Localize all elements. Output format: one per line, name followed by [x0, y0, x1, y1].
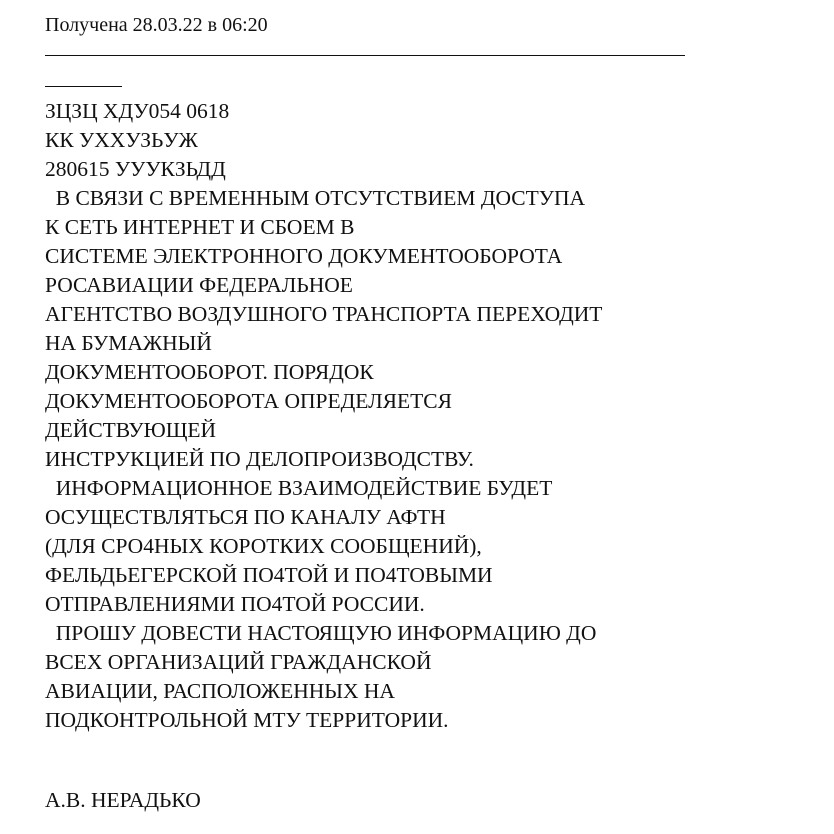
- message-line: ФЕЛЬДЬЕГЕРСКОЙ ПО4ТОЙ И ПО4ТОВЫМИ: [45, 563, 493, 587]
- message-line: (ДЛЯ СРО4НЫХ КОРОТКИХ СООБЩЕНИЙ),: [45, 534, 482, 558]
- message-line: ОСУЩЕСТВЛЯТЬСЯ ПО КАНАЛУ АФТН: [45, 505, 446, 529]
- message-line: В СВЯЗИ С ВРЕМЕННЫМ ОТСУТСТВИЕМ ДОСТУПА: [45, 186, 586, 210]
- message-line: К СЕТЬ ИНТЕРНЕТ И СБОЕМ В: [45, 215, 355, 239]
- message-line: ПРОШУ ДОВЕСТИ НАСТОЯЩУЮ ИНФОРМАЦИЮ ДО: [45, 621, 597, 645]
- message-line: АВИАЦИИ, РАСПОЛОЖЕННЫХ НА: [45, 679, 395, 703]
- message-line: СИСТЕМЕ ЭЛЕКТРОННОГО ДОКУМЕНТООБОРОТА: [45, 244, 563, 268]
- message-line: НА БУМАЖНЫЙ: [45, 331, 212, 355]
- message-line: АГЕНТСТВО ВОЗДУШНОГО ТРАНСПОРТА ПЕРЕХОДИТ: [45, 302, 603, 326]
- message-line: ДЕЙСТВУЮЩЕЙ: [45, 418, 217, 442]
- message-line: РОСАВИАЦИИ ФЕДЕРАЛЬНОЕ: [45, 273, 353, 297]
- signature: А.В. НЕРАДЬКО: [45, 788, 201, 812]
- message-line: ДОКУМЕНТООБОРОТ. ПОРЯДОК: [45, 360, 374, 384]
- message-line: ВСЕХ ОРГАНИЗАЦИЙ ГРАЖДАНСКОЙ: [45, 650, 432, 674]
- separator-line-short: [45, 86, 122, 87]
- message-line: ИНСТРУКЦИЕЙ ПО ДЕЛОПРОИЗВОДСТВУ.: [45, 447, 474, 471]
- received-timestamp: Получена 28.03.22 в 06:20: [45, 14, 268, 36]
- message-line: ЗЦЗЦ ХДУ054 0618: [45, 99, 230, 123]
- message-body: [45, 97, 602, 735]
- message-line: КК УХХУЗЬУЖ: [45, 128, 198, 152]
- separator-line-long: [45, 55, 685, 56]
- message-line: ИНФОРМАЦИОННОЕ ВЗАИМОДЕЙСТВИЕ БУДЕТ: [45, 476, 553, 500]
- message-line: 280615 УУУКЗЬДД: [45, 157, 226, 181]
- message-line: ДОКУМЕНТООБОРОТА ОПРЕДЕЛЯЕТСЯ: [45, 389, 452, 413]
- message-line: ОТПРАВЛЕНИЯМИ ПО4ТОЙ РОССИИ.: [45, 592, 425, 616]
- message-line: ПОДКОНТРОЛЬНОЙ МТУ ТЕРРИТОРИИ.: [45, 708, 449, 732]
